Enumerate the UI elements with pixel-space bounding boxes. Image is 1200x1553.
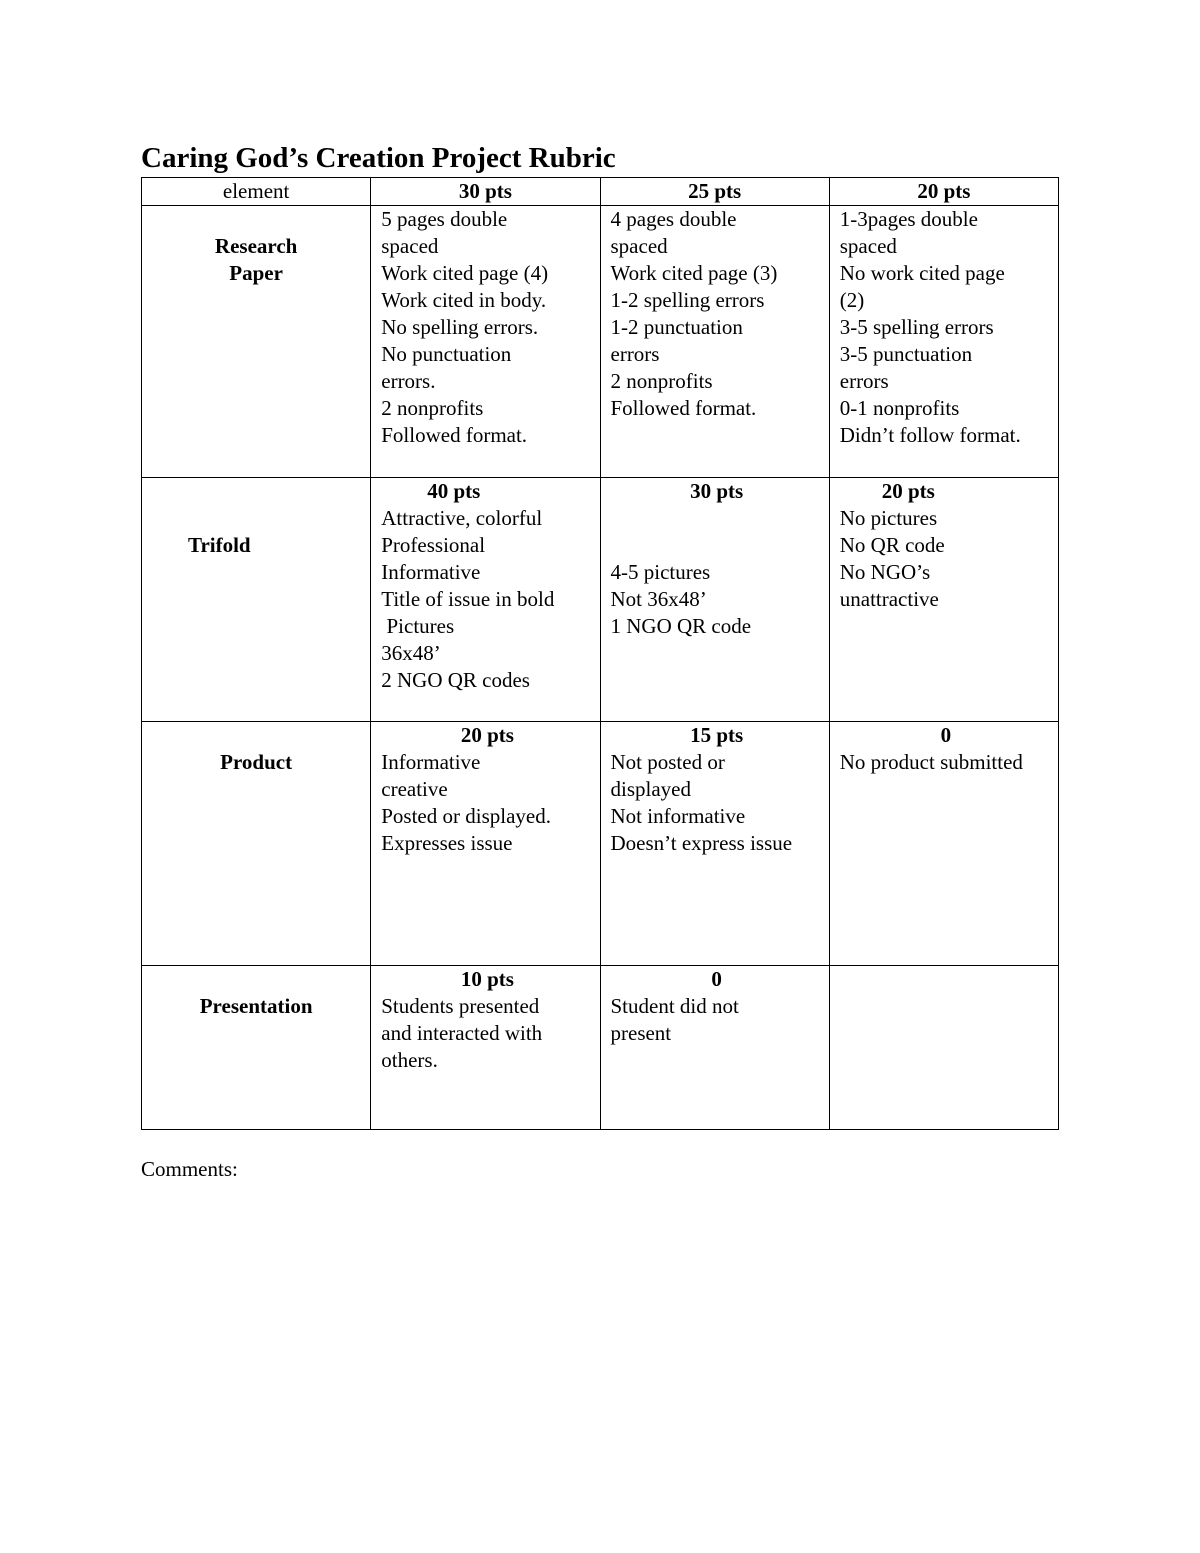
criteria-line: No punctuation xyxy=(381,342,512,366)
row-label-trifold xyxy=(142,478,371,722)
rubric-document xyxy=(141,140,1059,1183)
criteria-line: 0-1 nonprofits xyxy=(839,396,960,420)
rubric-table xyxy=(141,177,1059,1130)
criteria-line: spaced xyxy=(610,234,668,258)
criteria-line: spaced xyxy=(839,234,897,258)
criteria-line: Work cited page (4) xyxy=(381,261,549,285)
row-label-line: Presentation xyxy=(199,994,313,1018)
header-30pts: 30 pts xyxy=(371,178,600,206)
points-label: 15 pts xyxy=(690,723,744,747)
criteria-line: 2 NGO QR codes xyxy=(381,668,530,692)
header-25pts: 25 pts xyxy=(600,178,829,206)
row-label-line: Trifold xyxy=(188,533,251,557)
table-header-row xyxy=(142,178,1059,206)
points-label: 30 pts xyxy=(690,479,744,503)
criteria-line: 36x48’ xyxy=(381,641,441,665)
criteria-line: Not posted or xyxy=(610,750,725,774)
criteria-line: 4 pages double xyxy=(610,207,737,231)
criteria-line: 1-3pages double xyxy=(839,207,978,231)
points-label: 0 xyxy=(711,967,722,991)
row-label-research-paper xyxy=(142,206,371,478)
criteria-line: Work cited in body. xyxy=(381,288,547,312)
presentation-empty-cell xyxy=(829,966,1058,1130)
criteria-line: 1-2 spelling errors xyxy=(610,288,765,312)
trifold-30pts-cell xyxy=(600,478,829,722)
table-row-product xyxy=(142,722,1059,966)
table-row-presentation xyxy=(142,966,1059,1130)
criteria-line: Not 36x48’ xyxy=(610,587,707,611)
criteria-line: Expresses issue xyxy=(381,831,513,855)
criteria-line: Informative xyxy=(381,560,481,584)
product-0pts-cell xyxy=(829,722,1058,966)
criteria-line: present xyxy=(610,1021,672,1045)
criteria-line: Didn’t follow format. xyxy=(839,423,1021,447)
criteria-line: 1 NGO QR code xyxy=(610,614,752,638)
criteria-line: Pictures xyxy=(381,614,455,638)
criteria-line: and interacted with xyxy=(381,1021,543,1045)
criteria-line: Student did not xyxy=(610,994,739,1018)
criteria-line: 2 nonprofits xyxy=(381,396,484,420)
criteria-line: displayed xyxy=(610,777,691,801)
criteria-line: 5 pages double xyxy=(381,207,508,231)
criteria-line: 2 nonprofits xyxy=(610,369,713,393)
research-30pts-cell xyxy=(371,206,600,478)
points-label: 20 pts xyxy=(460,723,514,747)
criteria-line: Followed format. xyxy=(610,396,757,420)
criteria-line: spaced xyxy=(381,234,439,258)
criteria-line: Work cited page (3) xyxy=(610,261,778,285)
table-row-trifold xyxy=(142,478,1059,722)
criteria-line: No QR code xyxy=(839,533,945,557)
row-label-line: Paper xyxy=(229,261,283,285)
research-25pts-cell xyxy=(600,206,829,478)
criteria-line: Professional xyxy=(381,533,486,557)
criteria-line: Students presented xyxy=(381,994,540,1018)
product-15pts-cell xyxy=(600,722,829,966)
criteria-line: No product submitted xyxy=(839,750,1023,774)
criteria-line xyxy=(611,505,823,532)
criteria-line: errors xyxy=(610,342,660,366)
criteria-line: (2) xyxy=(839,288,865,312)
criteria-line: errors. xyxy=(381,369,436,393)
row-label-presentation xyxy=(142,966,371,1130)
research-20pts-cell xyxy=(829,206,1058,478)
criteria-line: 1-2 punctuation xyxy=(610,315,743,339)
criteria-line: others. xyxy=(381,1048,438,1072)
criteria-line: No pictures xyxy=(839,506,938,530)
row-label-line: Research xyxy=(214,234,298,258)
criteria-line: Attractive, colorful xyxy=(381,506,543,530)
criteria-line: Doesn’t express issue xyxy=(610,831,793,855)
criteria-line xyxy=(611,532,823,559)
product-20pts-cell xyxy=(371,722,600,966)
criteria-line: No NGO’s xyxy=(839,560,931,584)
criteria-line: creative xyxy=(381,777,448,801)
page-title: Caring God’s Creation Project Rubric xyxy=(141,142,616,174)
presentation-10pts-cell xyxy=(371,966,600,1130)
points-label: 40 pts xyxy=(427,479,481,503)
presentation-0pts-cell xyxy=(600,966,829,1130)
trifold-20pts-cell xyxy=(829,478,1058,722)
header-element: element xyxy=(142,178,371,206)
trifold-40pts-cell xyxy=(371,478,600,722)
criteria-line: Not informative xyxy=(610,804,746,828)
criteria-line: Followed format. xyxy=(381,423,528,447)
criteria-line: Informative xyxy=(381,750,481,774)
points-label: 0 xyxy=(940,723,952,747)
criteria-line: 4-5 pictures xyxy=(610,560,711,584)
points-label: 10 pts xyxy=(460,967,514,991)
points-label: 20 pts xyxy=(881,479,935,503)
criteria-line: errors xyxy=(839,369,889,393)
criteria-line: 3-5 spelling errors xyxy=(839,315,994,339)
criteria-line: unattractive xyxy=(839,587,939,611)
criteria-line: 3-5 punctuation xyxy=(839,342,973,366)
comments-label: Comments: xyxy=(141,1157,238,1181)
criteria-line: No work cited page xyxy=(839,261,1005,285)
table-row-research-paper xyxy=(142,206,1059,478)
row-label-line: Product xyxy=(220,750,293,774)
criteria-line: No spelling errors. xyxy=(381,315,539,339)
criteria-line: Posted or displayed. xyxy=(381,804,551,828)
header-20pts: 20 pts xyxy=(829,178,1058,206)
row-label-product xyxy=(142,722,371,966)
criteria-line: Title of issue in bold xyxy=(381,587,555,611)
